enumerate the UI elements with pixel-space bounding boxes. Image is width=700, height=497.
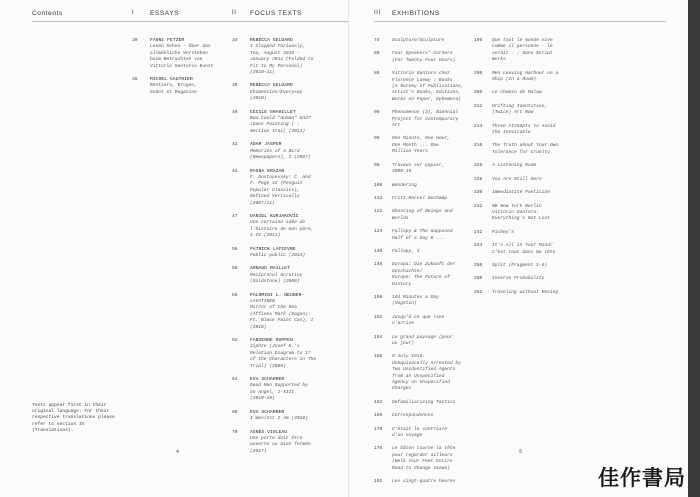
entry-title-line: Half of a Day 8 ... (392, 235, 445, 241)
toc-entry[interactable] (474, 263, 580, 269)
entry-title-line: C'était le contraire (392, 426, 448, 432)
entry-title-line: Bow Could "Human" End? (250, 116, 311, 122)
entry-page-number: 108 (374, 182, 383, 188)
entry-author: FANNI FETZER (150, 38, 185, 43)
toc-entry[interactable] (374, 183, 474, 189)
entry-page-number: 154 (374, 334, 383, 340)
toc-entry[interactable] (232, 110, 344, 136)
entry-title-line: (2010) (250, 324, 267, 330)
toc-entry[interactable] (232, 338, 344, 370)
entry-author: FABIENNE RUPPEN (250, 338, 293, 344)
entry-page-number: 124 (374, 229, 383, 235)
entry-page-number: 230 (474, 190, 483, 196)
entry-title-line: comme il personne - le (492, 44, 553, 50)
entry-page-number: 30 (132, 38, 138, 43)
toc-entry[interactable] (374, 229, 474, 242)
toc-entry[interactable] (374, 354, 474, 392)
entry-title-line: from an Unspecified (392, 373, 445, 379)
toc-entry[interactable] (474, 71, 580, 84)
entry-title-line: Inverse Probability (492, 276, 545, 282)
toc-entry[interactable] (132, 77, 230, 96)
toc-entry[interactable] (374, 51, 474, 64)
entry-author: DANIEL KURJAKOVIC (250, 213, 299, 219)
exhibitions-rule (374, 21, 666, 22)
entry-page-number: 42 (232, 142, 238, 148)
toc-entry[interactable] (374, 38, 474, 44)
gutter-line (348, 0, 349, 497)
focus-texts-heading: FOCUS TEXTS (250, 10, 302, 17)
entry-title-line: an Angel, I–XIII (250, 389, 295, 395)
entry-author: MICHEL GAUTHIER (150, 77, 193, 83)
entry-title-line: LAVATINEN (250, 299, 275, 304)
entry-page-number: 212 (474, 103, 483, 109)
entry-page-number: 44 (232, 168, 238, 174)
entry-title-line: Works (492, 57, 506, 63)
toc-entry[interactable] (232, 169, 344, 207)
entry-author: AGNÈS VIOLEAU (250, 429, 288, 435)
entry-title-line: 104 Minutes a Day (392, 294, 439, 300)
entry-page-number: 206 (474, 90, 483, 96)
entry-title-line: (Newspapers), I (2007) (250, 155, 311, 161)
note-line: Texts appear first in their (32, 403, 107, 408)
toc-entry[interactable] (374, 427, 474, 440)
entry-title-line: (A Survey of Publications, (392, 84, 464, 90)
entry-title-line: I Was/Ist I Am (2010) (250, 416, 308, 422)
toc-entry[interactable] (132, 38, 230, 70)
entry-title-line: Public public (2014) (250, 252, 306, 258)
entry-title-line: 1-IV (2011) (250, 233, 281, 239)
book-spine-edge (688, 0, 700, 497)
entry-title-line: Three Attempts to Avoid (492, 123, 556, 129)
entry-page-number: 166 (374, 413, 383, 419)
entry-title-line: Ziphte (Josef K.'s (250, 344, 300, 350)
toc-entry[interactable] (232, 293, 344, 331)
entry-page-number: 56 (232, 246, 238, 252)
entry-title-line: Lesen Sehen - Über das (150, 44, 211, 50)
entry-page-number: 80 (374, 51, 380, 57)
entry-page-number: 70 (232, 429, 238, 435)
entry-title-line: 2008–19 (392, 169, 412, 175)
entry-page-number: 36 (232, 83, 238, 89)
entry-author: REBECCA GELDARD (250, 83, 293, 89)
entry-title-line: d'un voyage (392, 433, 423, 439)
entry-title-line: Europa: Die Zukunft der (392, 262, 456, 268)
entry-page-number: 150 (374, 294, 383, 300)
entry-page-number: 262 (474, 289, 483, 295)
toc-entry[interactable] (374, 196, 474, 202)
entry-title-line: (2010) (250, 96, 267, 102)
entry-page-number: 140 (374, 248, 383, 254)
entry-title-line: Unequivocally Arrested by (392, 360, 461, 366)
toc-entry[interactable] (474, 290, 580, 296)
toc-entry[interactable] (232, 266, 344, 285)
page-number-right: 5 (519, 449, 523, 455)
toc-entry[interactable] (232, 430, 344, 456)
entry-title-line: Le chemin de Malaw (492, 90, 542, 96)
entry-author: PATRICK LAFIEVRE (250, 246, 296, 252)
entry-page-number: 60 (232, 292, 238, 298)
entry-page-number: 74 (374, 38, 380, 43)
entry-title-line: Drifting Identities, (492, 103, 548, 109)
entry-title-line: Too, August 2010 – (250, 50, 300, 56)
entry-title-line: Une certaine idée de (250, 220, 306, 226)
entry-title-line: Pichey's (492, 229, 515, 235)
entry-title-line: ouverte ou bien fermée (250, 442, 311, 448)
entry-title-line: Defined Vertically (250, 194, 300, 200)
entry-title-line: History (392, 281, 412, 287)
entry-title-line: Artist's Books, Editions, (392, 90, 461, 96)
entry-title-line: Road to Change Views) (392, 465, 450, 471)
toc-entry[interactable] (374, 249, 474, 255)
entry-page-number: 178 (374, 446, 383, 452)
entry-title-line: (Walk Your Feet Entire (392, 459, 453, 465)
toc-entry[interactable] (232, 377, 344, 403)
focus-texts-list (232, 38, 344, 462)
entry-title-line: (2007/11) (250, 200, 275, 206)
toc-entry[interactable] (232, 83, 344, 102)
entry-title-line: Ft. Black Paint Can), I (250, 318, 314, 324)
entry-page-number: 250 (474, 262, 483, 268)
entry-author: EVA SCHARRER (250, 377, 285, 383)
entry-title-line: Fallopy, I (392, 248, 420, 254)
toc-entry[interactable] (474, 163, 580, 169)
entry-title-line: Godot et Magazine (150, 89, 197, 95)
entry-title-line: Le grand paysage (pour (392, 334, 453, 340)
entry-title-line: Art (392, 123, 401, 129)
entry-page-number: 34 (232, 38, 238, 43)
toc-entry[interactable] (474, 124, 580, 137)
toc-entry[interactable] (474, 243, 580, 256)
toc-entry[interactable] (474, 204, 580, 223)
entry-title-line: Works on Paper, Ephemera) (392, 96, 461, 102)
essays-list (132, 38, 230, 103)
entry-title-line: Geschichte/ (392, 268, 423, 274)
entry-title-line: Le bâton tourne la tête (392, 446, 456, 452)
toc-entry[interactable] (374, 163, 474, 176)
toc-entry[interactable] (232, 38, 344, 76)
entry-author: ARNAUD MAILLET (250, 266, 290, 272)
entry-page-number: 66 (232, 409, 238, 415)
entry-author: REBECCA GELDARD (250, 38, 293, 43)
entry-title-line: (Hugstin) (392, 301, 417, 307)
toc-entry[interactable] (474, 190, 580, 196)
entry-title-line: Trial) (2009) (250, 363, 286, 369)
essays-heading: ESSAYS (150, 10, 180, 17)
entry-title-line: Phenomenon (3), Biennial (392, 110, 459, 116)
entry-title-line: beim Betrachten von (150, 57, 203, 63)
entry-title-line: (2010–19) (250, 396, 275, 402)
entry-title-line: Que tout le monde vive (492, 38, 553, 43)
entry-title-line: Immediatité Poeticize (492, 190, 550, 196)
toc-entry[interactable] (374, 110, 474, 129)
entry-title-line: Travaux sur papier, (392, 162, 445, 168)
entry-title-line: A Listening Room (492, 163, 537, 169)
entry-title-line: January 2011 (Folded to (250, 57, 314, 63)
entry-title-line: F. Dostoyevsky: C. and (250, 174, 311, 180)
toc-entry[interactable] (232, 142, 344, 161)
entry-title-line: Ghosting of Beings and (392, 209, 453, 215)
entry-title-line: Charges (392, 386, 412, 392)
entry-title-line: Everything's Not Lost (492, 216, 550, 222)
entry-title-line: (Affinex Mark (Dagon): (250, 311, 311, 317)
toc-entry[interactable] (474, 177, 580, 183)
entry-title-line: pour regarder ailleurs (392, 452, 453, 458)
toc-entry[interactable] (474, 104, 580, 117)
entry-page-number: 260 (474, 276, 483, 282)
entry-page-number: 232 (474, 203, 483, 209)
entry-title-line: Agency on Unspecified (392, 380, 450, 386)
entry-page-number: 244 (474, 243, 483, 249)
entry-title-line: Wandering (392, 182, 417, 188)
watermark-logo: 佳作書局 (598, 465, 686, 490)
page-number-left: 4 (176, 449, 180, 455)
entry-title-line: C'est tout dans ma tête (492, 249, 556, 255)
entry-page-number: 96 (374, 136, 380, 142)
entry-title-line: (2010–11) (250, 70, 275, 76)
entry-title-line: Mirror of the Sea (250, 305, 297, 311)
entry-title-line: You Are Still Here (492, 176, 542, 182)
contents-rule (32, 21, 132, 22)
toc-entry[interactable] (474, 143, 580, 156)
entry-title-line: Florence Loewy : Books (392, 77, 453, 83)
entry-page-number: 64 (232, 377, 238, 383)
note-line: refer to section IV (32, 421, 85, 427)
entry-page-number: 86 (374, 71, 380, 77)
entry-author: ADAM JASPER (250, 142, 282, 148)
entry-title-line: of the Characters in The (250, 357, 317, 363)
entry-page-number: 62 (232, 338, 238, 344)
entry-page-number: 242 (474, 229, 483, 235)
entry-title-line: Defamiliarizing Tactics (392, 399, 456, 405)
entry-title-line: Section Itai) (2011) (250, 128, 306, 134)
toc-entry[interactable] (474, 230, 580, 236)
entry-page-number: 40 (232, 109, 238, 115)
toc-entry[interactable] (232, 214, 344, 240)
entry-title-line: Fit to My Personal) (250, 63, 303, 69)
entry-author: CÉCILE GRAHILLET (250, 109, 296, 115)
entry-title-line: Ship (In a Room) (492, 77, 537, 83)
entry-title-line: (2017) (250, 448, 267, 454)
entry-page-number: 98 (374, 162, 380, 168)
entry-title-line: Traveling without Moving (492, 289, 559, 295)
entry-page-number: 112 (374, 195, 383, 201)
entry-title-line: Four Speakers' Corners (392, 51, 453, 57)
toc-entry[interactable] (374, 71, 474, 103)
entry-page-number: 226 (474, 163, 483, 169)
toc-entry[interactable] (374, 315, 474, 328)
entry-title-line: Split (Fragment 1–9) (492, 262, 548, 268)
entry-title-line: Reciprocal Scrutiny (250, 272, 303, 278)
entry-page-number: 58 (232, 266, 238, 272)
entry-page-number: 146 (374, 262, 383, 268)
entry-title-line: Relation Diagram to 17 (250, 350, 311, 356)
entry-page-number: 90 (374, 110, 380, 116)
toc-entry[interactable] (374, 295, 474, 308)
entry-title-line: Two Unidentified Agents (392, 367, 456, 373)
entry-title-line: Vittorio Santoro chez (392, 71, 450, 77)
note-line: respective translations please (32, 415, 115, 421)
entry-title-line: Popular Classics), (250, 187, 300, 193)
entry-title-line: n'arrive (392, 321, 415, 327)
toc-entry[interactable] (374, 413, 474, 419)
toc-entry[interactable] (474, 276, 580, 282)
entry-title-line: Correspondences (392, 413, 434, 419)
entry-page-number: 196 (474, 38, 483, 43)
entry-page-number: 162 (374, 399, 383, 405)
exhibitions-list-1 (374, 38, 474, 493)
entry-title-line: The Truth about Your Own (492, 143, 559, 149)
toc-entry[interactable] (374, 262, 474, 288)
entry-title-line: Vittorio Santoro: (492, 209, 539, 215)
toc-entry[interactable] (232, 410, 344, 423)
entry-title-line: NB New York Berlin (492, 203, 542, 209)
entry-title-line: (Twice) Art Now (492, 110, 534, 116)
entry-title-line: Rentiers, Drogen, (150, 83, 197, 89)
section-number-3: III (374, 10, 381, 16)
entry-title-line: allmähliche Verstehen (150, 50, 208, 56)
entry-page-number: 228 (474, 176, 483, 182)
entry-title-line: I Clapped Furiously, (250, 44, 306, 50)
entry-title-line: Million Years (392, 149, 428, 155)
entry-page-number: 216 (474, 143, 483, 149)
exhibitions-heading: EXHIBITIONS (392, 10, 440, 17)
entry-title-line: F. Page 42 (Penguin (250, 181, 303, 187)
entry-title-line: Europe: The Future of (392, 275, 450, 281)
entry-title-line: It's All in Your Mind/ (492, 243, 553, 249)
toc-entry[interactable] (374, 136, 474, 155)
entry-page-number: 200 (474, 70, 483, 76)
toc-entry[interactable] (232, 247, 344, 260)
entry-title-line: (For Twenty-Four Hours) (392, 57, 456, 63)
exhibitions-list-2 (474, 38, 580, 303)
entry-title-line: Project for Contemporary (392, 116, 459, 122)
section-number-1: I (132, 10, 135, 16)
entry-page-number: 36 (132, 77, 138, 83)
entry-title-line: Jusqu'à ce que rien (392, 314, 445, 320)
entry-title-line: (Goldstone) (2000) (250, 279, 300, 285)
entry-author: PALOMINI L. NEUNER- (250, 292, 305, 298)
entry-title-line: One Minute, One Hour, (392, 136, 450, 142)
entry-page-number: 47 (232, 213, 238, 219)
entry-title-line: Fritz Marcel Duchamp (392, 195, 448, 201)
entry-title-line: un jour) (392, 341, 415, 346)
entry-title-line: Tolerance for Cruelty (492, 149, 550, 155)
entry-title-line: Une porte doit être (250, 435, 303, 441)
toc-entry[interactable] (374, 335, 474, 348)
toc-entry[interactable] (374, 209, 474, 222)
entry-title-line: Vittorio Santoros Kunst (150, 63, 214, 69)
entry-page-number: 192 (374, 479, 383, 485)
entry-page-number: 214 (474, 123, 483, 129)
entry-page-number: 170 (374, 426, 383, 432)
entry-page-number: 122 (374, 209, 383, 215)
focus-rule (232, 21, 348, 22)
entry-page-number: 156 (374, 354, 383, 360)
translation-note (32, 403, 132, 434)
entry-page-number: 152 (374, 314, 383, 320)
entry-title-line: Fallopy & The Supposed (392, 229, 453, 235)
section-number-2: II (232, 10, 237, 16)
entry-title-line: Les vingt-quatre heures (392, 479, 456, 485)
entry-title-line: (Dans Painting ( : (250, 122, 300, 128)
note-line: original language. For their (32, 409, 110, 415)
toc-entry[interactable] (374, 400, 474, 406)
note-line: (Translations). (32, 427, 74, 433)
toc-entry[interactable] (374, 446, 474, 472)
entry-title-line: the Inevitable (492, 130, 531, 136)
entry-title-line: Men Leaving Harbour on a (492, 70, 559, 76)
entry-title-line: One Month ... One (392, 142, 439, 148)
entry-title-line: Memories of a Bird (250, 148, 300, 154)
contents-heading: Contents (32, 10, 63, 17)
entry-author: RAGNA KRAZAN (250, 168, 285, 174)
entry-title-line: 9 July 1918: (392, 354, 426, 360)
entry-author: EVA SCHARRER (250, 409, 285, 415)
toc-entry[interactable] (374, 479, 474, 485)
toc-entry[interactable] (474, 38, 580, 64)
entry-title-line: Sculpture/Sculpture (392, 38, 445, 43)
entry-title-line: Worlds (392, 215, 409, 221)
entry-title-line: l'histoire de mon père, (250, 226, 314, 232)
entry-title-line: Ehimention/Everysay (250, 89, 303, 95)
entry-title-line: Dead Man Supported by (250, 383, 308, 389)
entry-title-line: serait - ; Sans Script (492, 50, 553, 56)
toc-entry[interactable] (474, 90, 580, 96)
